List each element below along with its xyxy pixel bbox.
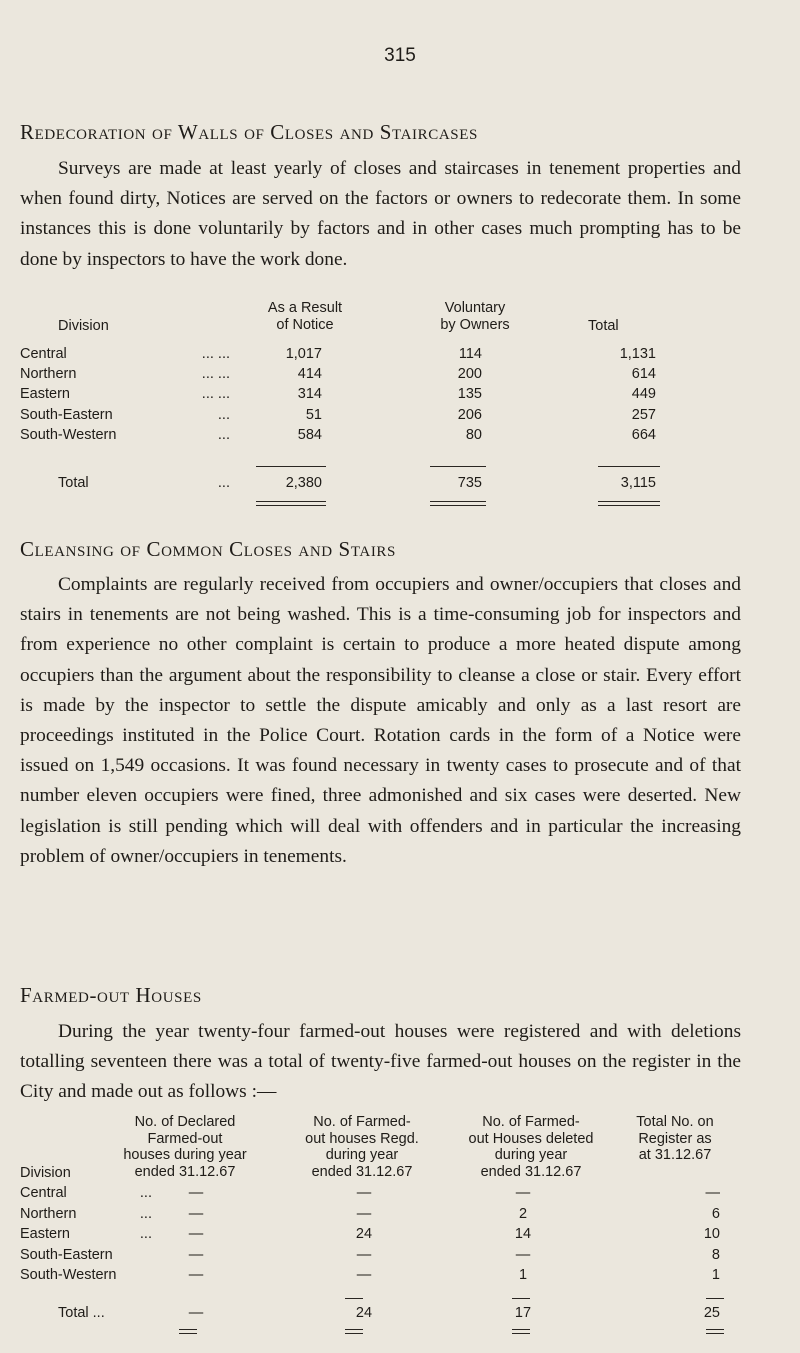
table-row-leader-dots: ... <box>139 1226 152 1243</box>
table-cell-total: 1,131 <box>619 346 656 362</box>
col-header-voluntary-line2: by Owners <box>440 316 510 333</box>
table-cell-deleted: 14 <box>514 1226 532 1243</box>
table-row-leader-dots: ... <box>139 1205 152 1222</box>
total-cell-register: 25 <box>703 1305 720 1321</box>
table-row-division: Eastern <box>20 386 70 403</box>
table-cell-regd: — <box>356 1185 372 1201</box>
table-row-division: South-Eastern <box>20 406 113 423</box>
total-double-rule <box>256 501 326 506</box>
col-header-declared-line2: Farmed-out <box>147 1130 223 1147</box>
table-cell-declared: — <box>188 1185 204 1201</box>
table-cell-regd: — <box>356 1267 372 1284</box>
table-cell-declared: — <box>188 1226 204 1243</box>
total-cell-voluntary: 735 <box>457 475 482 491</box>
table-row-division: Eastern <box>20 1226 70 1243</box>
table-cell-deleted: — <box>515 1185 531 1201</box>
col-header-regd-line3: during year <box>325 1147 399 1163</box>
table-cell-notice: 314 <box>297 386 322 403</box>
subtotal-rule <box>256 466 326 467</box>
subtotal-rule <box>345 1298 363 1299</box>
col-header-register-line2: Register as <box>638 1130 712 1147</box>
total-cell-regd: 24 <box>355 1305 373 1321</box>
col-header-deleted-line1: No. of Farmed- <box>482 1114 580 1130</box>
table-cell-register: 6 <box>711 1205 720 1222</box>
table-cell-declared: — <box>188 1246 204 1263</box>
table-cell-total: 449 <box>631 386 656 403</box>
col-header-notice-line1: As a Result <box>267 300 343 316</box>
col-header-register-line1: Total No. on <box>636 1114 714 1130</box>
col-header-declared-line3: houses during year <box>123 1147 247 1163</box>
section-heading-cleansing: Cleansing of Common Closes and Stairs <box>20 537 396 561</box>
col-header-notice <box>245 300 365 333</box>
total-row-label: Total <box>58 475 89 491</box>
table-cell-voluntary: 206 <box>457 406 482 423</box>
col-header-declared <box>100 1114 270 1180</box>
subtotal-rule <box>598 466 660 467</box>
total-double-rule <box>345 1329 363 1334</box>
col-header-declared-line4: ended 31.12.67 <box>134 1163 236 1180</box>
col-header-notice-line2: of Notice <box>276 316 334 333</box>
section-heading-farmed-out: Farmed-out Houses <box>20 983 202 1007</box>
table-row-leader-dots: ... <box>139 1185 152 1201</box>
col-header-deleted-line4: ended 31.12.67 <box>480 1163 582 1180</box>
col-header-division: Division <box>58 318 109 334</box>
col-header-deleted-line3: during year <box>494 1147 568 1163</box>
page-number: 315 <box>384 45 416 66</box>
total-double-rule <box>598 501 660 506</box>
col-header-regd <box>282 1114 442 1180</box>
table-cell-voluntary: 80 <box>465 426 482 443</box>
table-row-division: South-Eastern <box>20 1246 113 1263</box>
table-cell-regd: 24 <box>355 1226 373 1243</box>
col-header-voluntary-line1: Voluntary <box>444 300 506 316</box>
table-row-division: Northern <box>20 1205 77 1222</box>
table-cell-regd: — <box>356 1205 372 1222</box>
table-cell-register: — <box>705 1185 720 1201</box>
table-cell-notice: 1,017 <box>285 346 322 362</box>
table-cell-declared: — <box>188 1267 204 1284</box>
table-cell-regd: — <box>356 1246 372 1263</box>
col-header-deleted-line2: out Houses deleted <box>468 1130 594 1147</box>
table-cell-deleted: — <box>515 1246 531 1263</box>
cleansing-paragraph: Complaints are regularly received from occupiers and owner/occupiers that closes and stairs in tenements are not being washed. This is a time-consuming job for inspectors and from experience no other complaint is certain to produce a more heated dispute among occupiers than the argument about the responsibility to cleanse a close or stair. Every effort is made by the inspector to settle the dispute amicably and only as a last resort are proceedings instituted in the Police Court. Rotation cards in the form of a Notice were issued on 1,549 occasions. It was found necessary in twenty cases to prosecute and of that number eleven occupiers were fined, three admonished and six cases were deserted. New legislation is still pending which will deal with offenders and in particular the increasing problem of owner/occupiers in tenements. <box>20 574 741 867</box>
section-heading-redecoration: Redecoration of Walls of Closes and Staircases <box>20 120 478 144</box>
col-header-regd-line1: No. of Farmed- <box>313 1114 411 1130</box>
total-row-label: Total ... <box>58 1305 105 1321</box>
table-cell-notice: 584 <box>297 426 322 443</box>
table-row-division: Northern <box>20 366 77 383</box>
col-header-deleted <box>446 1114 616 1180</box>
table-cell-notice: 414 <box>297 366 322 383</box>
redecoration-paragraph: Surveys are made at least yearly of closes and staircases in tenement properties and when found dirty, Notices are served on the factors or owners to redecorate them. In some instances this is done voluntarily by factors and in other cases much prompting has to be done by inspectors to have the work done. <box>20 158 741 270</box>
total-cell-total: 3,115 <box>620 475 656 491</box>
table-cell-register: 1 <box>711 1267 720 1284</box>
total-cell-notice: 2,380 <box>285 475 322 491</box>
total-double-rule <box>179 1329 197 1334</box>
col-header-regd-line4: ended 31.12.67 <box>311 1163 413 1180</box>
farmed-out-paragraph: During the year twenty-four farmed-out houses were registered and with deletions totalling seventeen there was a total of twenty-five farmed-out houses on the register in the City and made out as follows :— <box>20 1021 741 1103</box>
col-header-declared-line1: No. of Declared <box>134 1114 236 1130</box>
subtotal-rule <box>430 466 486 467</box>
col-header-regd-line2: out houses Regd. <box>305 1130 419 1147</box>
total-double-rule <box>512 1329 530 1334</box>
table-cell-deleted: 2 <box>518 1205 528 1222</box>
total-double-rule <box>706 1329 724 1334</box>
table-cell-deleted: 1 <box>518 1267 528 1284</box>
table-row-leader-dots: ... ... <box>201 386 230 403</box>
table-row-leader-dots: ... <box>217 426 230 443</box>
col-header-total: Total <box>588 318 619 334</box>
table-row-leader-dots: ... ... <box>201 366 230 383</box>
table-row-division: Central <box>20 1185 67 1201</box>
total-double-rule <box>430 501 486 506</box>
col-header-division-2: Division <box>20 1165 71 1181</box>
total-cell-declared: — <box>188 1305 204 1321</box>
table-cell-notice: 51 <box>305 406 322 423</box>
table-cell-voluntary: 114 <box>458 346 482 362</box>
table-row-division: South-Western <box>20 426 117 443</box>
table-cell-voluntary: 135 <box>457 386 482 403</box>
table-cell-register: 8 <box>711 1246 720 1263</box>
table-row-division: Central <box>20 346 67 362</box>
table-row-leader-dots: ... <box>217 406 230 423</box>
table-cell-declared: — <box>188 1205 204 1222</box>
table-cell-total: 614 <box>631 366 656 383</box>
subtotal-rule <box>706 1298 724 1299</box>
table-cell-total: 664 <box>631 426 656 443</box>
table-row-division: South-Western <box>20 1267 117 1284</box>
col-header-register <box>616 1114 734 1164</box>
table-row-leader-dots: ... ... <box>201 346 230 362</box>
subtotal-rule <box>512 1298 530 1299</box>
table-cell-voluntary: 200 <box>457 366 482 383</box>
total-cell-deleted: 17 <box>514 1305 532 1321</box>
col-header-voluntary <box>420 300 530 333</box>
table-cell-total: 257 <box>631 406 656 423</box>
col-header-register-line3: at 31.12.67 <box>638 1147 712 1163</box>
table-cell-register: 10 <box>703 1226 720 1243</box>
total-row-leader-dots: ... <box>217 475 230 491</box>
